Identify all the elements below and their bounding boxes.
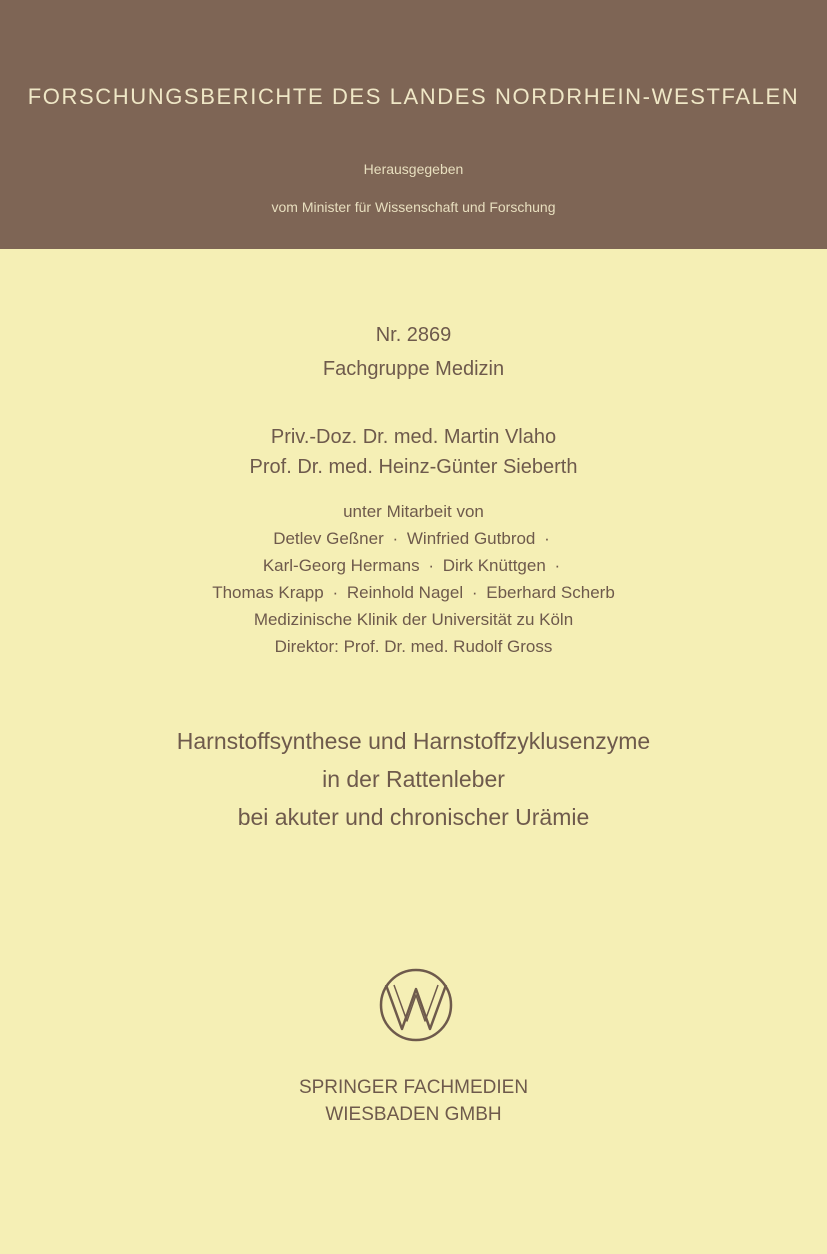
institution: Medizinische Klinik der Universität zu Köln <box>253 610 574 629</box>
separator-dot: · <box>428 556 435 575</box>
separator-dot: · <box>554 556 561 575</box>
book-title <box>0 722 827 836</box>
volume-number: Nr. 2869 <box>375 324 452 346</box>
separator-dot: · <box>392 529 399 548</box>
author-1: Priv.-Doz. Dr. med. Martin Vlaho <box>270 426 557 448</box>
director: Direktor: Prof. Dr. med. Rudolf Gross <box>274 637 553 656</box>
publisher <box>0 1074 827 1128</box>
subject-group: Fachgruppe Medizin <box>322 358 505 380</box>
collaborator-row-2 <box>0 552 827 579</box>
collaborator-name: Eberhard Scherb <box>486 583 615 602</box>
separator-dot: · <box>544 529 550 548</box>
publisher-logo-icon <box>378 967 454 1043</box>
collaborator-name: Reinhold Nagel <box>346 583 464 602</box>
editor-line-1: Herausgegeben <box>363 161 464 177</box>
series-title: FORSCHUNGSBERICHTE DES LANDES NORDRHEIN-WESTFALEN <box>27 84 800 109</box>
collaboration-intro: unter Mitarbeit von <box>343 502 484 521</box>
publisher-line-1: SPRINGER FACHMEDIEN <box>298 1077 529 1098</box>
collaborators <box>0 498 827 660</box>
authors <box>0 422 827 482</box>
collaborator-row-1 <box>0 525 827 552</box>
collaborator-name: Dirk Knüttgen <box>442 556 546 575</box>
title-line-1: Harnstoffsynthese und Harnstoffzyklusenzyme <box>176 728 651 754</box>
collaborator-name: Detlev Geßner <box>273 529 384 548</box>
collaborator-name: Karl-Georg Hermans <box>262 556 420 575</box>
separator-dot: · <box>471 583 478 602</box>
title-line-3: bei akuter und chronischer Urämie <box>237 804 590 830</box>
collaborator-name: Winfried Gutbrod <box>406 529 536 548</box>
editor-line-2: vom Minister für Wissenschaft und Forschung <box>271 199 556 215</box>
header-band <box>0 0 827 249</box>
publisher-line-2: WIESBADEN GMBH <box>325 1104 502 1125</box>
title-line-2: in der Rattenleber <box>322 766 505 792</box>
editor-note <box>0 150 827 226</box>
collaborator-row-3 <box>0 579 827 606</box>
author-2: Prof. Dr. med. Heinz-Günter Sieberth <box>249 456 578 478</box>
collaborator-name: Thomas Krapp <box>212 583 324 602</box>
volume-info <box>0 318 827 386</box>
separator-dot: · <box>332 583 339 602</box>
